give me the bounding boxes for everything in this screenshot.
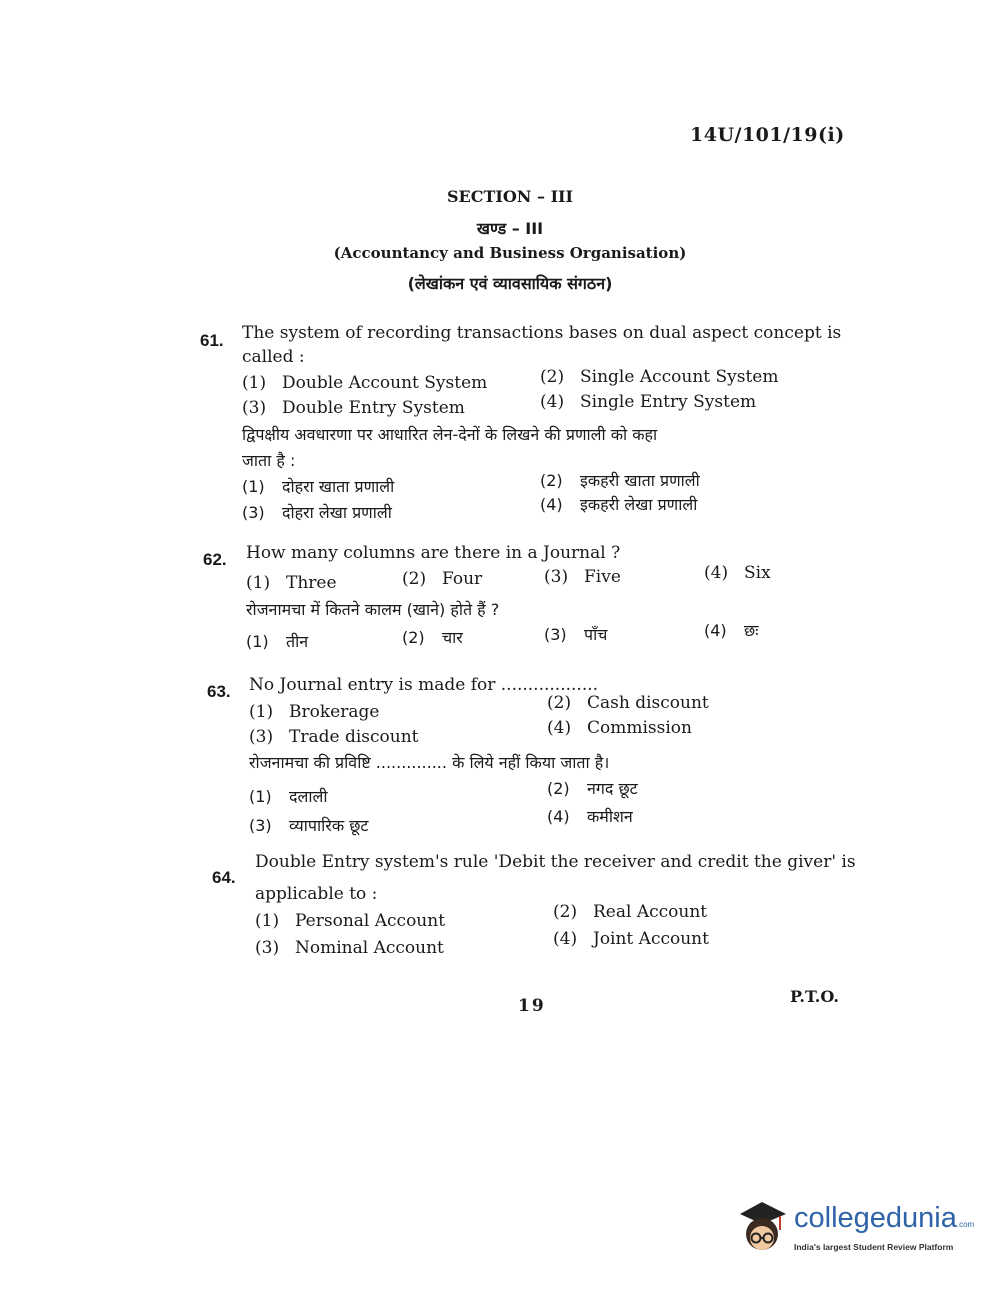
subject-title-hindi: (लेखांकन एवं व्यावसायिक संगठन) xyxy=(407,274,613,293)
brand-name: collegedunia.com xyxy=(794,1202,975,1234)
option-2: (2) Four xyxy=(402,569,483,589)
question-text-hindi: द्विपक्षीय अवधारणा पर आधारित लेन-देनों के लिखने की प्रणाली को कहा xyxy=(242,425,658,444)
option-hindi-3: (3) दोहरा लेखा प्रणाली xyxy=(242,503,392,522)
section-title: SECTION – III xyxy=(446,187,574,206)
question-number: 64. xyxy=(212,868,236,887)
option-hindi-4: (4) कमीशन xyxy=(547,807,633,826)
option-3: (3) Nominal Account xyxy=(255,938,444,958)
option-4: (4) Six xyxy=(704,563,771,583)
question-text-hindi-cont: जाता है : xyxy=(242,451,296,470)
option-1: (1) Three xyxy=(246,573,337,593)
question-text-cont: applicable to : xyxy=(255,884,378,904)
question-text-hindi: रोजनामचा में कितने कालम (खाने) होते हैं ? xyxy=(246,600,500,619)
section-title-hindi: खण्ड – III xyxy=(476,219,544,238)
question-text-cont: called : xyxy=(242,347,305,367)
option-hindi-3: (3) पाँच xyxy=(544,625,608,644)
question-text: Double Entry system's rule 'Debit the receiver and credit the giver' is xyxy=(255,852,856,872)
option-3: (3) Five xyxy=(544,567,621,587)
option-4: (4) Single Entry System xyxy=(540,392,757,412)
option-3: (3) Double Entry System xyxy=(242,398,465,418)
brand-watermark xyxy=(732,1196,975,1260)
page-number: 19 xyxy=(518,996,546,1016)
mascot-icon xyxy=(732,1196,790,1258)
question-number: 61. xyxy=(200,331,224,350)
question-text: How many columns are there in a Journal ? xyxy=(246,543,621,563)
option-4: (4) Commission xyxy=(547,718,692,738)
option-hindi-1: (1) दलाली xyxy=(249,787,328,806)
option-hindi-1: (1) दोहरा खाता प्रणाली xyxy=(242,477,395,496)
option-hindi-1: (1) तीन xyxy=(246,632,309,651)
option-2: (2) Single Account System xyxy=(540,367,779,387)
option-hindi-2: (2) इकहरी खाता प्रणाली xyxy=(540,471,700,490)
option-2: (2) Cash discount xyxy=(547,693,709,713)
question-number: 62. xyxy=(203,550,227,569)
question-number: 63. xyxy=(207,682,231,701)
pto-marker: P.T.O. xyxy=(790,987,839,1006)
option-1: (1) Double Account System xyxy=(242,373,488,393)
option-3: (3) Trade discount xyxy=(249,727,419,747)
option-hindi-2: (2) नगद छूट xyxy=(547,779,638,798)
option-4: (4) Joint Account xyxy=(553,929,709,949)
question-text: No Journal entry is made for .................. xyxy=(249,675,599,695)
option-2: (2) Real Account xyxy=(553,902,708,922)
question-text: The system of recording transactions bases on dual aspect concept is xyxy=(242,323,842,343)
option-1: (1) Personal Account xyxy=(255,911,446,931)
option-1: (1) Brokerage xyxy=(249,702,380,722)
option-hindi-4: (4) छः xyxy=(704,621,759,640)
subject-title: (Accountancy and Business Organisation) xyxy=(333,244,687,262)
option-hindi-3: (3) व्यापारिक छूट xyxy=(249,816,369,835)
option-hindi-2: (2) चार xyxy=(402,628,463,647)
question-text-hindi: रोजनामचा की प्रविष्टि .............. के लिये नहीं किया जाता है। xyxy=(249,753,610,772)
brand-tagline: India's largest Student Review Platform xyxy=(794,1242,954,1252)
option-hindi-4: (4) इकहरी लेखा प्रणाली xyxy=(540,495,698,514)
paper-code: 14U/101/19(i) xyxy=(690,124,845,146)
